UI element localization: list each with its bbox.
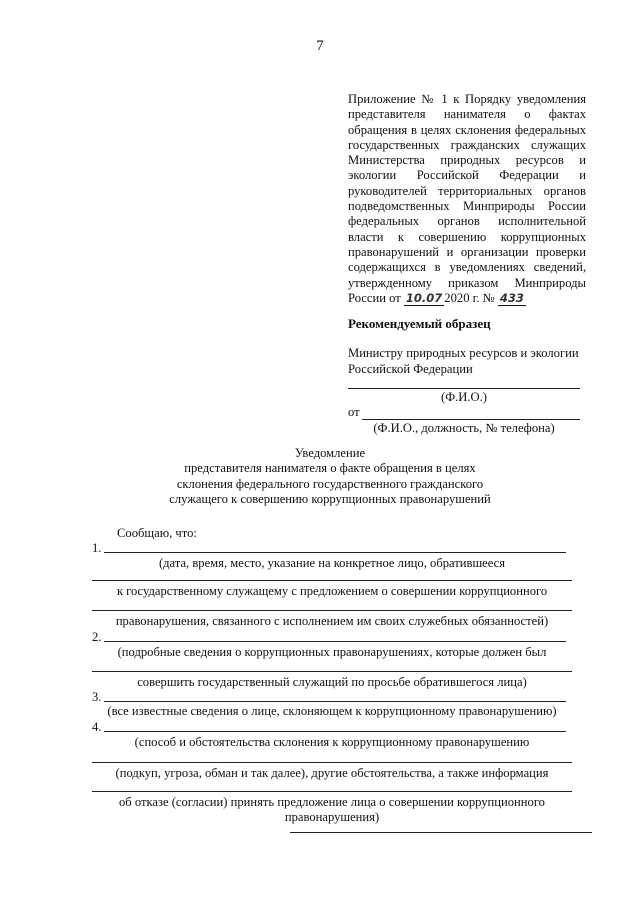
intro-text: Сообщаю, что: [117, 526, 197, 540]
handwritten-date: 10.07 [405, 290, 443, 305]
field-caption: (все известные сведения о лице, склоняющем к коррупционному правонарушению) [107, 704, 557, 718]
appendix-date-prefix: России от [348, 290, 404, 305]
signature-line[interactable] [290, 832, 592, 833]
from-label: от [348, 405, 360, 419]
appendix-line: экологии Российской Федерации и [348, 168, 586, 183]
notice-subtitle-line: склонения федерального государственного гражданского [176, 476, 484, 491]
appendix-line: Министерства природных ресурсов и [348, 153, 586, 168]
item2-input-line[interactable] [92, 671, 572, 672]
sample-label: Рекомендуемый образец [348, 316, 491, 331]
notice-subtitle-line: служащего к совершению коррупционных правонарушений [169, 491, 491, 506]
fio-input-line[interactable] [348, 388, 580, 389]
from-caption: (Ф.И.О., должность, № телефона) [373, 421, 555, 435]
item-number: 2. [92, 630, 102, 644]
item-number: 4. [92, 720, 102, 734]
item1-input-line[interactable] [92, 580, 572, 581]
notice-subtitle-line: представителя нанимателя о факте обращения в целях [184, 461, 476, 476]
appendix-line: федеральных органов исполнительной [348, 214, 586, 229]
appendix-line: подведомственных Минприроды России [348, 199, 586, 214]
field-caption: (дата, время, место, указание на конкретное лицо, обратившееся [158, 556, 506, 570]
appendix-line: представителя нанимателя о фактах [348, 107, 586, 122]
field-caption: (подкуп, угроза, обман и так далее), другие обстоятельства, а также информация [115, 766, 549, 780]
appendix-line: содержащихся в уведомлениях сведений, [348, 260, 586, 275]
from-input-line[interactable] [362, 419, 580, 420]
appendix-line: власти к совершению коррупционных [348, 229, 586, 244]
item4-input-line[interactable] [104, 731, 566, 732]
field-caption: правонарушения) [284, 810, 380, 824]
notice-title-block [150, 446, 510, 507]
appendix-line: утвержденному приказом Минприроды [348, 275, 586, 290]
item2-input-line[interactable] [104, 641, 566, 642]
appendix-line: обращения в целях склонения федеральных [348, 122, 586, 137]
item-number: 3. [92, 690, 102, 704]
field-caption: совершить государственный служащий по просьбе обратившегося лица) [137, 675, 527, 689]
handwritten-order-number: 433 [499, 290, 524, 305]
field-caption: об отказе (согласии) принять предложение лица о совершении коррупционного [119, 795, 545, 809]
field-caption: (подробные сведения о коррупционных правонарушениях, которые должен был [117, 645, 547, 659]
field-caption: к государственному служащему с предложением о совершении коррупционного [116, 584, 548, 598]
appendix-heading [348, 92, 586, 306]
item1-input-line[interactable] [92, 610, 572, 611]
addressee-line: Российской Федерации [348, 361, 473, 376]
appendix-line: Приложение № 1 к Порядку уведомления [348, 92, 586, 106]
appendix-line: правонарушений и организации проверки [348, 244, 586, 259]
notice-title: Уведомление [294, 446, 366, 460]
field-caption: (способ и обстоятельства склонения к коррупционному правонарушению [134, 735, 530, 749]
appendix-order-label: 2020 г. № [444, 290, 498, 305]
item4-input-line[interactable] [92, 762, 572, 763]
page-number: 7 [316, 38, 324, 54]
appendix-last-line [348, 291, 586, 306]
addressee-line: Министру природных ресурсов и экологии [348, 346, 579, 360]
appendix-line: руководителей территориальных органов [348, 183, 586, 198]
item1-input-line[interactable] [104, 552, 566, 553]
fio-caption: (Ф.И.О.) [441, 390, 487, 404]
item3-input-line[interactable] [104, 701, 566, 702]
item-number: 1. [92, 541, 102, 555]
addressee-block [348, 346, 608, 377]
item4-input-line[interactable] [92, 791, 572, 792]
appendix-line: государственных гражданских служащих [348, 137, 586, 152]
field-caption: правонарушения, связанного с исполнением им своих служебных обязанностей) [115, 614, 549, 628]
